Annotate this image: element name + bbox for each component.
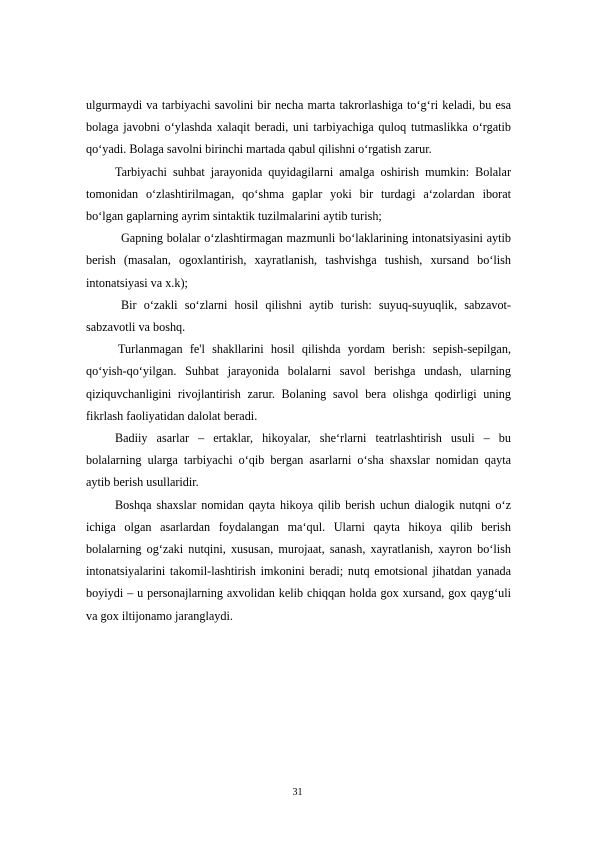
body-text xyxy=(86,94,511,627)
paragraph-1: ulgurmaydi va tarbiyachi savolini bir necha marta takrorlashiga to‘g‘ri keladi, bu esa bolaga javobni o‘ylashda xalaqit beradi, uni tarbiyachiga quloq tutmaslikka o‘rgatib qo‘yadi. Bolaga savolni birinchi martada qabul qilishni o‘rgatish zarur. xyxy=(86,98,511,157)
paragraph-7: Boshqa shaxslar nomidan qayta hikoya qilib berish uchun dialogik nutqni o‘z ichiga olgan asarlardan foydalangan ma‘qul. Ularni qayta hikoya qilib berish bolalarning og‘zaki nutqini, xususan, murojaat, sanash, xayratlanish, xayron bo‘lish intonatsiyalarini takomil-lashtirish imkonini beradi; nutq emotsional jihatdan yanada boyiydi – u personajlarning axvolidan kelib chiqqan holda gox xursand, gox qayg‘uli va gox iltijonamo jaranglaydi. xyxy=(86,497,511,623)
paragraph-5: Turlanmagan fe'l shakllarini hosil qilishda yordam berish: sepish-sepilgan, qo‘yish-qo‘yilgan. Suhbat jarayonida bolalarni savol berishga undash, ularning qiziquvchanligini rivojlantirish zarur. Bolaning savol bera olishga qodirligi uning fikrlash faoliyatidan dalolat beradi. xyxy=(86,342,511,423)
paragraph-2: Tarbiyachi suhbat jarayonida quyidagilarni amalga oshirish mumkin: Bolalar tomonidan o‘zlashtirilmagan, qo‘shma gaplar yoki bir turdagi a‘zolardan iborat bo‘lgan gaplarning ayrim sintaktik tuzilmalarini aytib turish; xyxy=(86,164,511,224)
paragraph-6: Badiiy asarlar – ertaklar, hikoyalar, she‘rlarni teatrlashtirish usuli – bu bolalarning ularga tarbiyachi o‘qib bergan asarlarni o‘sha shaxslar nomidan qayta aytib berish usullaridir. xyxy=(86,431,511,490)
page-number: 31 xyxy=(292,787,303,798)
paragraph-4: Bir o‘zakli so‘zlarni hosil qilishni aytib turish: suyuq-suyuqlik, sabzavot-sabzavotli va boshq. xyxy=(86,297,511,335)
paragraph-3: Gapning bolalar o‘zlashtirmagan mazmunli bo‘laklarining intonatsiyasini aytib berish (masalan, ogoxlantirish, xayratlanish, tashvishga tushish, xursand bo‘lish intonatsiyasi va x.k); xyxy=(86,231,511,290)
